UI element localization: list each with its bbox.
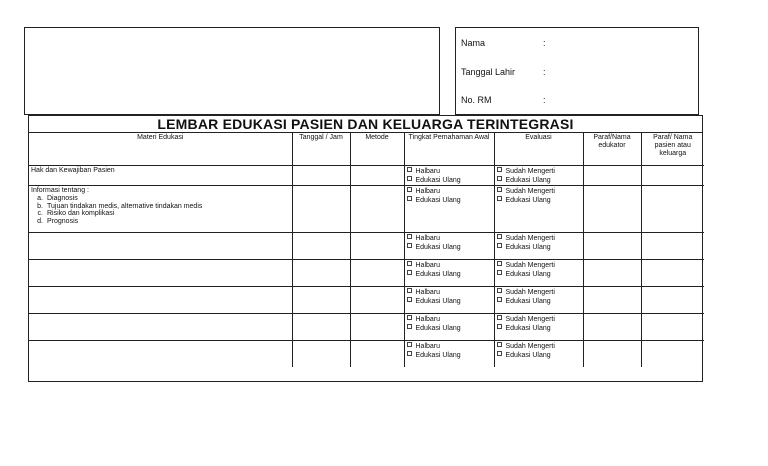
- patient-identity-box: [455, 27, 699, 115]
- metode-cell[interactable]: [350, 186, 404, 233]
- checkbox-icon: [407, 196, 412, 201]
- checkbox-option[interactable]: Edukasi Ulang: [407, 324, 492, 333]
- paraf-edukator-cell[interactable]: [583, 260, 641, 287]
- checkbox-icon: [407, 324, 412, 329]
- checkbox-option[interactable]: Edukasi Ulang: [407, 176, 492, 185]
- checkbox-icon: [407, 297, 412, 302]
- checkbox-option[interactable]: Edukasi Ulang: [407, 297, 492, 306]
- checkbox-option[interactable]: Halbaru: [407, 342, 492, 351]
- materi-cell[interactable]: [29, 341, 292, 368]
- checkbox-icon: [497, 351, 502, 356]
- checkbox-option[interactable]: Sudah Mengerti: [497, 288, 581, 297]
- checkbox-option[interactable]: Halbaru: [407, 315, 492, 324]
- checkbox-icon: [497, 324, 502, 329]
- materi-cell[interactable]: [29, 314, 292, 341]
- paraf-edukator-cell[interactable]: [583, 233, 641, 260]
- materi-cell: Hak dan Kewajiban Pasien: [29, 166, 292, 186]
- evaluasi-cell: [494, 233, 583, 260]
- checkbox-option[interactable]: Halbaru: [407, 167, 492, 176]
- checkbox-option[interactable]: Edukasi Ulang: [497, 324, 581, 333]
- evaluasi-cell: [494, 341, 583, 368]
- pemahaman-cell: [404, 341, 494, 368]
- checkbox-option[interactable]: Sudah Mengerti: [497, 342, 581, 351]
- col-pemahaman: Tingkat Pemahaman Awal: [404, 133, 494, 166]
- name-field: Nama :: [461, 38, 546, 48]
- checkbox-option[interactable]: Edukasi Ulang: [497, 196, 581, 205]
- medical-record-field: No. RM :: [461, 95, 546, 105]
- table-row: [29, 233, 704, 260]
- checkbox-option[interactable]: Edukasi Ulang: [407, 243, 492, 252]
- checkbox-icon: [407, 261, 412, 266]
- paraf-pasien-cell[interactable]: [641, 186, 704, 233]
- checkbox-icon: [497, 297, 502, 302]
- tanggal-cell[interactable]: [292, 287, 350, 314]
- checkbox-icon: [407, 351, 412, 356]
- checkbox-icon: [497, 342, 502, 347]
- checkbox-option[interactable]: Halbaru: [407, 288, 492, 297]
- col-paraf-pasien: Paraf/ Nama pasien atau keluarga: [641, 133, 704, 166]
- checkbox-option[interactable]: Edukasi Ulang: [407, 351, 492, 360]
- metode-cell[interactable]: [350, 314, 404, 341]
- paraf-edukator-cell[interactable]: [583, 314, 641, 341]
- checkbox-option[interactable]: Halbaru: [407, 261, 492, 270]
- col-materi: Materi Edukasi: [29, 133, 292, 166]
- checkbox-option[interactable]: Edukasi Ulang: [497, 351, 581, 360]
- birthdate-field: Tanggal Lahir :: [461, 67, 546, 77]
- checkbox-option[interactable]: Halbaru: [407, 234, 492, 243]
- materi-cell[interactable]: [29, 287, 292, 314]
- materi-cell: Informasi tentang : a. Diagnosis b. Tujuan tindakan medis, alternative tindakan medis c. Risiko dan komplikasi d. Prognosis: [29, 186, 292, 233]
- checkbox-option[interactable]: Edukasi Ulang: [497, 176, 581, 185]
- logo-area: [24, 27, 440, 115]
- paraf-edukator-cell[interactable]: [583, 287, 641, 314]
- paraf-pasien-cell[interactable]: [641, 314, 704, 341]
- tanggal-cell[interactable]: [292, 233, 350, 260]
- table-row: [29, 314, 704, 341]
- checkbox-option[interactable]: Edukasi Ulang: [407, 270, 492, 279]
- tanggal-cell[interactable]: [292, 166, 350, 186]
- pemahaman-cell: [404, 260, 494, 287]
- paraf-pasien-cell[interactable]: [641, 287, 704, 314]
- evaluasi-cell: [494, 166, 583, 186]
- checkbox-icon: [497, 234, 502, 239]
- checkbox-icon: [497, 187, 502, 192]
- checkbox-icon: [407, 288, 412, 293]
- checkbox-icon: [497, 270, 502, 275]
- checkbox-icon: [407, 270, 412, 275]
- checkbox-option[interactable]: Sudah Mengerti: [497, 261, 581, 270]
- checkbox-icon: [497, 243, 502, 248]
- tanggal-cell[interactable]: [292, 314, 350, 341]
- checkbox-icon: [407, 243, 412, 248]
- checkbox-option[interactable]: Edukasi Ulang: [497, 270, 581, 279]
- checkbox-option[interactable]: Edukasi Ulang: [407, 196, 492, 205]
- paraf-pasien-cell[interactable]: [641, 233, 704, 260]
- checkbox-option[interactable]: Sudah Mengerti: [497, 234, 581, 243]
- checkbox-option[interactable]: Sudah Mengerti: [497, 187, 581, 196]
- education-table: [29, 133, 704, 367]
- checkbox-option[interactable]: Edukasi Ulang: [497, 297, 581, 306]
- table-header: [29, 133, 704, 166]
- col-paraf-edukator: Paraf/Nama edukator: [583, 133, 641, 166]
- table-row: [29, 166, 704, 186]
- paraf-edukator-cell[interactable]: [583, 186, 641, 233]
- checkbox-option[interactable]: Sudah Mengerti: [497, 167, 581, 176]
- metode-cell[interactable]: [350, 287, 404, 314]
- col-tanggal: Tanggal / Jam: [292, 133, 350, 166]
- tanggal-cell[interactable]: [292, 186, 350, 233]
- pemahaman-cell: [404, 287, 494, 314]
- checkbox-option[interactable]: Sudah Mengerti: [497, 315, 581, 324]
- metode-cell[interactable]: [350, 166, 404, 186]
- paraf-edukator-cell[interactable]: [583, 166, 641, 186]
- checkbox-icon: [497, 288, 502, 293]
- table-row: [29, 186, 704, 233]
- checkbox-icon: [407, 167, 412, 172]
- checkbox-icon: [407, 234, 412, 239]
- metode-cell[interactable]: [350, 341, 404, 368]
- checkbox-icon: [497, 196, 502, 201]
- col-metode: Metode: [350, 133, 404, 166]
- tanggal-cell[interactable]: [292, 260, 350, 287]
- checkbox-option[interactable]: Edukasi Ulang: [497, 243, 581, 252]
- table-row: [29, 341, 704, 368]
- paraf-edukator-cell[interactable]: [583, 341, 641, 368]
- paraf-pasien-cell[interactable]: [641, 166, 704, 186]
- tanggal-cell[interactable]: [292, 341, 350, 368]
- metode-cell[interactable]: [350, 233, 404, 260]
- checkbox-icon: [407, 176, 412, 181]
- checkbox-icon: [497, 167, 502, 172]
- evaluasi-cell: [494, 186, 583, 233]
- checkbox-icon: [407, 342, 412, 347]
- education-form: [28, 115, 703, 382]
- table-row: [29, 260, 704, 287]
- checkbox-icon: [497, 176, 502, 181]
- materi-cell[interactable]: [29, 233, 292, 260]
- pemahaman-cell: [404, 314, 494, 341]
- checkbox-icon: [497, 315, 502, 320]
- form-title: LEMBAR EDUKASI PASIEN DAN KELUARGA TERINTEGRASI: [29, 116, 702, 133]
- checkbox-icon: [407, 187, 412, 192]
- pemahaman-cell: [404, 186, 494, 233]
- paraf-pasien-cell[interactable]: [641, 260, 704, 287]
- evaluasi-cell: [494, 314, 583, 341]
- metode-cell[interactable]: [350, 260, 404, 287]
- pemahaman-cell: [404, 233, 494, 260]
- evaluasi-cell: [494, 260, 583, 287]
- paraf-pasien-cell[interactable]: [641, 341, 704, 368]
- checkbox-icon: [497, 261, 502, 266]
- checkbox-icon: [407, 315, 412, 320]
- checkbox-option[interactable]: Halbaru: [407, 187, 492, 196]
- pemahaman-cell: [404, 166, 494, 186]
- table-row: [29, 287, 704, 314]
- col-evaluasi: Evaluasi: [494, 133, 583, 166]
- evaluasi-cell: [494, 287, 583, 314]
- materi-cell[interactable]: [29, 260, 292, 287]
